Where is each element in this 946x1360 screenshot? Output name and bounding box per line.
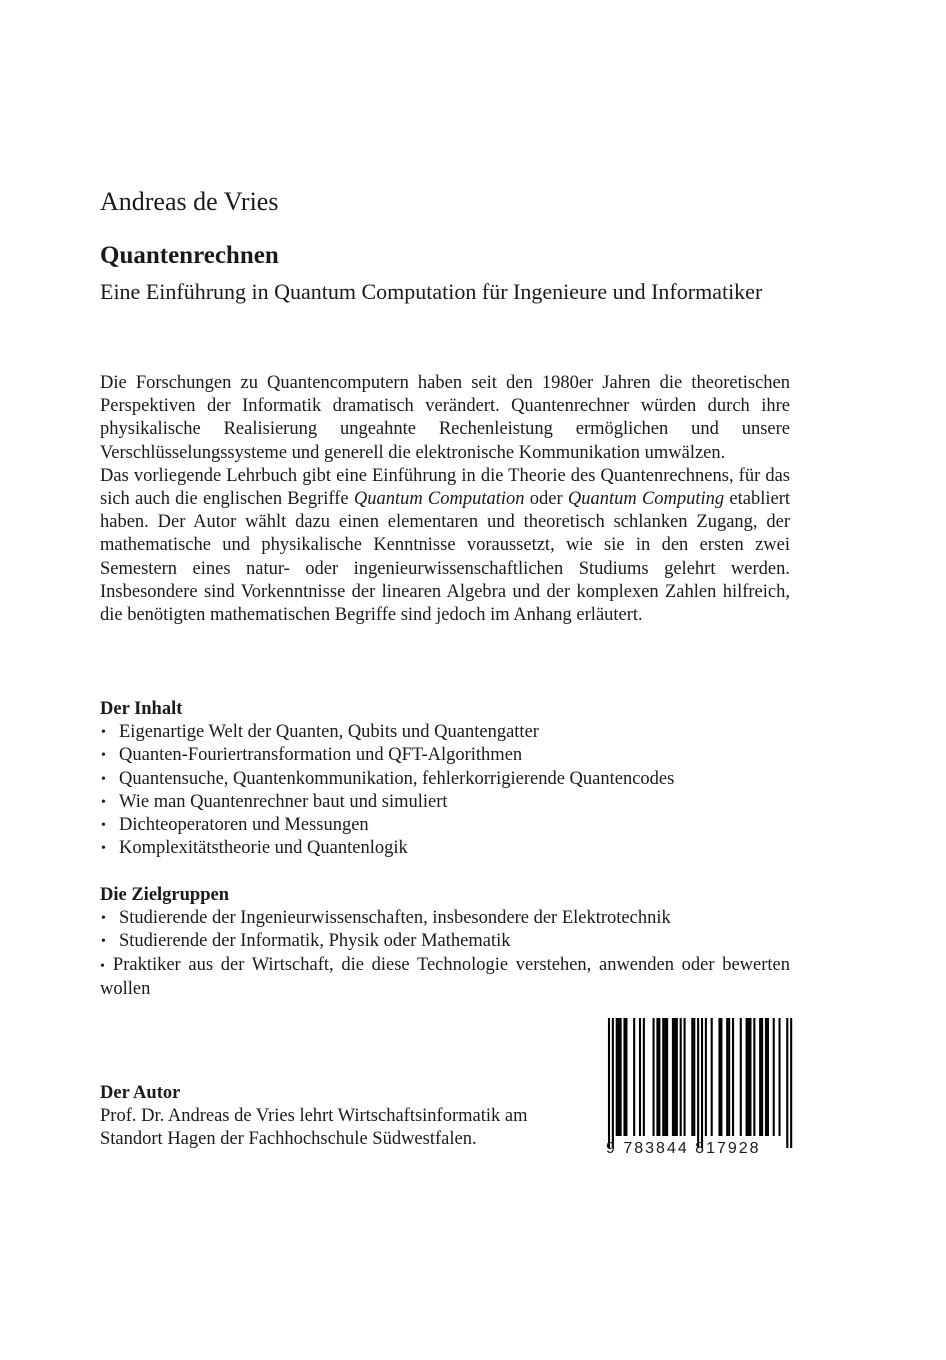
list-item-text: Studierende der Informatik, Physik oder Mathematik xyxy=(119,931,511,952)
about-author-text: Prof. Dr. Andreas de Vries lehrt Wirtschaftsinformatik am Standort Hagen der Fachhochschule Südwestfalen. xyxy=(100,1106,528,1150)
barcode-bar xyxy=(778,1018,780,1136)
barcode-bar xyxy=(620,1018,622,1136)
list-item xyxy=(100,954,790,1001)
list-item xyxy=(100,907,790,930)
barcode-bar xyxy=(639,1018,641,1136)
blurb-text: etabliert haben. Der Autor wählt dazu einen elementaren und theoretisch schlanken Zugang, der mathematische und physikalische Kenntnisse voraussetzt, wie sie in den ersten zwei Semestern eines natur- oder ingenieurwissenschaftlichen Studiums gelehrt werden. Insbesondere sind Vorkenntnisse der linearen Algebra und der komplexen Zahlen hilfreich, die benötigten mathematischen Begriffe sind jedoch im Anhang erläutert. xyxy=(100,489,790,626)
barcode-bar xyxy=(732,1018,734,1136)
barcode-bar xyxy=(680,1018,682,1136)
barcode-bar xyxy=(625,1018,627,1136)
list-item-text: Quantensuche, Quantenkommunikation, fehlerkorrigierende Quantencodes xyxy=(119,768,675,789)
barcode-bar xyxy=(658,1018,660,1136)
bullet-icon: • xyxy=(101,911,106,927)
list-item xyxy=(100,744,790,767)
barcode-bar xyxy=(740,1018,742,1136)
list-item-text: Wie man Quantenrechner baut und simuliert xyxy=(119,791,448,812)
barcode-bar xyxy=(765,1018,767,1136)
barcode-bar xyxy=(664,1018,666,1136)
barcode-bar xyxy=(608,1018,610,1148)
list-item-text: Komplexitätstheorie und Quantenlogik xyxy=(119,838,408,859)
barcode-bar xyxy=(759,1018,761,1136)
barcode-bar xyxy=(720,1018,722,1136)
blurb-emphasis: Quantum Computation xyxy=(353,489,525,510)
blurb xyxy=(100,372,790,627)
list-item-text: Eigenartige Welt der Quanten, Qubits und Quantengatter xyxy=(119,722,539,743)
list-item xyxy=(100,837,790,860)
list-item-text: Dichteoperatoren und Messungen xyxy=(119,815,369,836)
contents-heading: Der Inhalt xyxy=(100,699,183,719)
barcode-bar xyxy=(697,1018,699,1148)
bullet-icon: • xyxy=(101,794,106,810)
barcode-bar xyxy=(747,1018,749,1136)
barcode-bar xyxy=(643,1018,645,1136)
barcode-bar xyxy=(666,1018,668,1136)
list-item-text: Quanten-Fouriertransformation und QFT-Algorithmen xyxy=(119,745,523,766)
barcode-bar xyxy=(693,1018,695,1136)
barcode-bar xyxy=(623,1018,625,1136)
barcode-bar xyxy=(618,1018,620,1136)
blurb-text: Das vorliegende Lehrbuch gibt eine Einführung in die Theorie des Quantenrechnens, für das sich auch die englischen Begriffe xyxy=(100,465,790,510)
barcode-bar xyxy=(749,1018,751,1136)
list-item xyxy=(100,791,790,814)
barcode-bar xyxy=(656,1018,658,1136)
barcode-bar xyxy=(726,1018,728,1136)
list-item xyxy=(100,814,790,837)
barcode-bar xyxy=(701,1018,703,1148)
barcode-bar xyxy=(711,1018,713,1136)
isbn-number: 9 783844 817928 xyxy=(606,1140,761,1157)
blurb-paragraph-2 xyxy=(100,465,790,627)
barcode-bar xyxy=(662,1018,664,1136)
bullet-icon: • xyxy=(101,748,106,764)
barcode-bar xyxy=(653,1018,655,1136)
list-item xyxy=(100,768,790,791)
barcode-bar xyxy=(616,1018,618,1136)
blurb-emphasis: Quantum Computing xyxy=(567,489,725,510)
barcode-bar xyxy=(612,1018,614,1148)
barcode-bar xyxy=(633,1018,635,1136)
audience-list xyxy=(100,907,790,1001)
bullet-icon: • xyxy=(101,771,106,787)
barcode-bar xyxy=(767,1018,769,1136)
barcode-bar xyxy=(746,1018,748,1136)
barcode-bar xyxy=(718,1018,720,1136)
bullet-icon: • xyxy=(101,934,106,950)
barcode-bar xyxy=(674,1018,676,1136)
barcode-bar xyxy=(691,1018,693,1136)
barcode-bars xyxy=(606,1018,794,1148)
barcode-bar xyxy=(786,1018,788,1148)
barcode-bar xyxy=(684,1018,686,1136)
bullet-icon: • xyxy=(100,958,105,974)
list-item xyxy=(100,930,790,953)
blurb-text: oder xyxy=(524,489,568,510)
blurb-paragraph-1: Die Forschungen zu Quantencomputern haben seit den 1980er Jahren die theoretischen Perspektiven der Informatik dramatisch verändert. Quantenrechner würden durch ihre physikalische Realisierung ungeahnte Rechenleistung ermöglichen und unsere Verschlüsselungssysteme und generell die elektronische Kommunikation umwälzen. xyxy=(100,373,790,463)
barcode-bar xyxy=(676,1018,678,1136)
bullet-icon: • xyxy=(101,725,106,741)
contents-section xyxy=(100,698,790,860)
audience-heading: Die Zielgruppen xyxy=(100,885,229,905)
audience-section xyxy=(100,884,790,1001)
contents-list xyxy=(100,721,790,860)
about-author-heading: Der Autor xyxy=(100,1083,181,1103)
barcode-bar xyxy=(753,1018,755,1136)
about-author xyxy=(100,1082,580,1152)
author-name: Andreas de Vries xyxy=(100,187,279,216)
list-item-text: Praktiker aus der Wirtschaft, die diese Technologie verstehen, anwenden oder bewerten wollen xyxy=(100,954,790,999)
list-item-text: Studierende der Ingenieurwissenschaften, insbesondere der Elektrotechnik xyxy=(119,908,671,929)
barcode-bar xyxy=(773,1018,775,1136)
book-subtitle: Eine Einführung in Quantum Computation für Ingenieure und Informatiker xyxy=(100,279,763,304)
list-item xyxy=(100,721,790,744)
book-title: Quantenrechnen xyxy=(100,242,279,269)
barcode-bar xyxy=(790,1018,792,1148)
bullet-icon: • xyxy=(101,818,106,834)
barcode-bar xyxy=(728,1018,730,1136)
barcode-bar xyxy=(761,1018,763,1136)
barcode-bar xyxy=(705,1018,707,1136)
barcode-bar xyxy=(672,1018,674,1136)
bullet-icon: • xyxy=(101,841,106,857)
